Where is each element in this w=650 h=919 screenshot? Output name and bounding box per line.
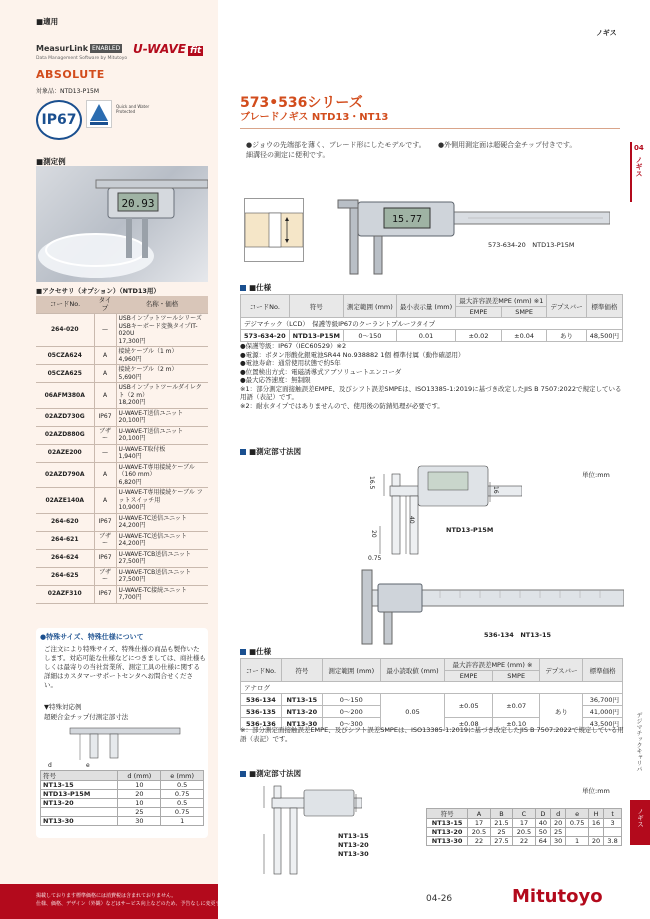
spec1-depth: あり (547, 330, 586, 342)
spec2-code-2: 536-135 (241, 706, 282, 718)
spec2-code-3: 536-136 (241, 718, 282, 730)
accessory-row (36, 531, 208, 549)
side-label-digimatic: デジマチックキャリパ (635, 712, 642, 772)
accessories-title: ■アクセサリ（オプション）（NTD13用） (36, 287, 160, 295)
spec1-note: ●保護等級：IP67（IEC60529）※2 (240, 342, 347, 350)
dim2-row (427, 819, 622, 828)
spec1-group-row (241, 318, 623, 330)
dim1-diagram (362, 462, 522, 562)
accessory-name: U-WAVE-TC接続ユニット (118, 586, 187, 594)
dim2-header-cell: d (551, 809, 566, 819)
special-dim-cell (41, 808, 118, 817)
accessories-header-row (36, 296, 208, 314)
caliper-photo-analog (340, 566, 624, 646)
special-d-label: d (48, 762, 52, 769)
accessory-code: 264-624 (36, 549, 94, 567)
accessory-price: 24,200円 (118, 540, 146, 547)
spec1-h-sym: 符号 (289, 295, 343, 318)
special-dim-cell: NT13-15 (41, 781, 118, 790)
accessory-code: 05CZA624 (36, 347, 94, 365)
accessory-name: USBインプットツールシリーズ USBキーボード変換タイプIT-020U (118, 315, 202, 337)
dim2-cell: 20.5 (468, 828, 491, 837)
measurlink-logo: MeasurLink ENABLED (36, 44, 121, 53)
dim2-cell: 25 (490, 828, 513, 837)
spec1-code: 573-634-20 (241, 330, 290, 342)
accessory-code: 02AZD730G (36, 408, 94, 426)
accessory-price: 17,300円 (118, 337, 146, 345)
special-dim-h-e: e (mm) (161, 771, 204, 781)
accessory-type: — (94, 314, 116, 347)
accessory-type: IP67 (94, 585, 116, 603)
accessory-name: 接続ケーブル（2 m） (118, 366, 178, 373)
accessory-name-price (116, 365, 208, 383)
accessory-name: U-WAVE-TCB送信ユニット (118, 550, 192, 558)
dim1-label-d: 20 (370, 530, 377, 538)
accessory-name-price (116, 426, 208, 444)
spec2-h-sym: 符号 (281, 659, 322, 682)
spec2-res: 0.05 (380, 694, 445, 730)
accessory-name: U-WAVE-T送信ユニット (118, 409, 184, 417)
mitutoyo-logo: Mitutoyo (512, 886, 603, 907)
special-text: ご注文により特殊サイズ、特殊仕様の商品も製作いたします。対応可能な仕様などにつきましては、商社様もしくは最寄りの当社営業所、測定工具の仕様に関する詳細はカスタマーサポートセンタへお問合せください。 (44, 645, 206, 689)
accessory-type: A (94, 383, 116, 409)
dim2-header-cell: H (588, 809, 603, 819)
special-dim-cell: 0.75 (161, 790, 204, 799)
accessory-price: 20,100円 (118, 417, 146, 424)
dim2-cell: 17 (468, 819, 491, 828)
dim2-cell: 20 (588, 837, 603, 846)
dim2-cell: 22 (468, 837, 491, 846)
spec2-row-1 (241, 694, 623, 706)
spec1-h-code: コードNo. (241, 295, 290, 318)
accessory-row (36, 408, 208, 426)
special-title: ●特殊サイズ、特殊仕様について (40, 633, 144, 641)
spec1-note: ●電池寿命：通常使用状態で約5年 (240, 359, 341, 367)
uwave-logo: U-WAVE fit (133, 42, 202, 56)
special-dim-row (41, 808, 204, 817)
acc-header-code: コードNo. (36, 296, 94, 314)
accessory-code: 02AZD880G (36, 426, 94, 444)
accessory-price: 6,820円 (118, 478, 142, 486)
tuv-certificate-icon (86, 100, 112, 128)
spec1-data-row (241, 330, 623, 342)
special-dim-cell: NT13-20 (41, 799, 118, 808)
dim2-row (427, 828, 622, 837)
dim2-header-cell: t (604, 809, 622, 819)
spec1-h-res: 最小表示量 (mm) (396, 295, 455, 318)
spec2-range-2: 0〜200 (322, 706, 380, 718)
spec2-sym-2: NT13-20 (281, 706, 322, 718)
accessory-code: 264-620 (36, 513, 94, 531)
accessory-price: 10,900円 (118, 504, 146, 511)
accessory-name-price (116, 531, 208, 549)
dim2-cell: 3 (604, 819, 622, 828)
side-tab-label: ノギス (635, 156, 643, 177)
dim2-model-2: NT13-20 (338, 841, 369, 849)
footer-note1: 掲載しております標準価格には消費税は含まれておりません。 (36, 893, 177, 899)
spec2-price-2: 41,000円 (583, 706, 623, 718)
spec2-range-1: 0〜150 (322, 694, 380, 706)
accessory-row (36, 314, 208, 347)
spec2-h-price: 標準価格 (583, 659, 623, 682)
dim2-cell: 20 (551, 819, 566, 828)
spec2-h-range: 測定範囲 (mm) (322, 659, 380, 682)
dim2-cell: 1 (566, 837, 589, 846)
special-dim-cell: 20 (118, 790, 161, 799)
special-dim-cell: 1 (161, 817, 204, 826)
accessory-name-price (116, 462, 208, 488)
dim2-header-cell: D (535, 809, 550, 819)
special-dim-row (41, 781, 204, 790)
dim2-models (338, 832, 369, 859)
dim2-header-cell: C (513, 809, 536, 819)
spec1-range: 0〜150 (343, 330, 396, 342)
dim2-cell: 50 (535, 828, 550, 837)
accessory-type: A (94, 365, 116, 383)
spec1-note: ※1：部分測定面接触誤差EMPE、及びシフト誤差SMPEは、ISO13385-1:2019に基づき改定したJIS B 7507:2022で規定している用語（表記）です。 (240, 384, 622, 401)
acc-header-name: 名称・価格 (116, 296, 208, 314)
accessory-name: USBインプットツールダイレクト（2 m） (118, 384, 202, 399)
accessory-type: ブザー (94, 426, 116, 444)
accessory-price: 4,960円 (118, 355, 142, 363)
special-dim-h-d: d (mm) (118, 771, 161, 781)
special-dim-cell: 0.75 (161, 808, 204, 817)
accessory-row (36, 347, 208, 365)
category-label: ノギス (596, 29, 617, 37)
spec1-title: ■仕様 (240, 282, 271, 293)
dim2-cell: 40 (535, 819, 550, 828)
dim1-label-b: 40 (408, 516, 415, 524)
accessory-row (36, 426, 208, 444)
dim1-label-c: 16 (492, 486, 499, 494)
accessory-name: U-WAVE-TCB送信ユニット (118, 568, 192, 576)
accessory-name-price (116, 488, 208, 514)
dim2-header-cell: A (468, 809, 491, 819)
accessory-code: 05CZA625 (36, 365, 94, 383)
dim2-header-row (427, 809, 622, 819)
accessory-price: 18,200円 (118, 399, 146, 406)
dim2-cell (588, 828, 603, 837)
dim1-unit: 単位:mm (582, 471, 610, 479)
special-dim-cell: NTD13-P15M (41, 790, 118, 799)
spec2-group: アナログ (241, 682, 623, 694)
accessory-price: 5,690円 (118, 373, 142, 381)
dim2-table (426, 808, 622, 846)
accessory-type: IP67 (94, 408, 116, 426)
accessory-code: 02AZD790A (36, 462, 94, 488)
accessory-type: A (94, 347, 116, 365)
absolute-logo: ABSOLUTE (36, 68, 105, 81)
dim2-header-cell: e (566, 809, 589, 819)
accessory-name-price (116, 444, 208, 462)
dim1-label-a: 16.5 (368, 476, 375, 490)
spec1-h-empe: EMPE (456, 307, 502, 318)
spec1-price: 48,500円 (586, 330, 622, 342)
special-dim-h-sym: 符号 (41, 771, 118, 781)
dim2-cell: 20.5 (513, 828, 536, 837)
dim2-cell: NT13-15 (427, 819, 468, 828)
accessory-name: U-WAVE-T送信ユニット (118, 427, 184, 435)
caliper-photo-digital (318, 196, 610, 278)
special-dim-cell: 0.5 (161, 799, 204, 808)
accessory-code: 02AZF310 (36, 585, 94, 603)
footer-note2: 仕様、価格、デザイン（外観）などはサービス向上などのため、予告なしに変更することがあります。ご了承ください。 (36, 901, 306, 907)
accessory-name: U-WAVE-T専用接続ケーブル（160 mm） (118, 463, 195, 478)
dim2-model-1: NT13-15 (338, 832, 369, 840)
accessory-name: U-WAVE-TC送信ユニット (118, 532, 187, 540)
side-tab-bar (630, 142, 632, 202)
spec1-header-row (241, 295, 623, 307)
accessory-name-price (116, 585, 208, 603)
accessory-type: A (94, 488, 116, 514)
spec2-h-mpe: 最大許容誤差MPE (mm) ※ (445, 659, 540, 671)
dim1-label-e: 0.75 (368, 555, 382, 562)
special-diagram (60, 724, 200, 764)
dim1-square-icon (240, 449, 246, 455)
dim2-cell: NT13-20 (427, 828, 468, 837)
accessory-name-price (116, 408, 208, 426)
accessory-code: 264-625 (36, 567, 94, 585)
tuv-text: Quick and Water Protected (116, 104, 150, 114)
series-title: 573•536シリーズ (240, 95, 363, 111)
spec2-header-row (241, 659, 623, 671)
page-number: 04-26 (426, 894, 453, 904)
accessory-type: IP67 (94, 549, 116, 567)
measure-example-label: ■測定例 (36, 157, 66, 166)
spec2-smpe-a: ±0.07 (492, 694, 540, 718)
spec1-h-mpe: 最大許容誤差MPE (mm) ※1 (456, 295, 547, 307)
accessory-code: 02AZE200 (36, 444, 94, 462)
special-dim-header (41, 771, 204, 781)
spec2-sym-1: NT13-15 (281, 694, 322, 706)
subtitle: ブレードノギス NTD13・NT13 (240, 112, 389, 123)
spec2-depth: あり (540, 694, 583, 730)
dim2-cell (604, 828, 622, 837)
spec1-h-depth: デプスバー (547, 295, 586, 318)
photo1-caption: 573-634-20 NTD13-P15M (488, 241, 575, 249)
spec1-note: ●位置検出方式：電磁誘導式アブソリュートエンコーダ (240, 367, 402, 376)
special-sub2: 超硬合金チップ付測定部寸法 (44, 713, 129, 721)
accessory-row (36, 488, 208, 514)
dim2-cell: 30 (551, 837, 566, 846)
accessory-row (36, 549, 208, 567)
spec2-price-1: 36,700円 (583, 694, 623, 706)
dim2-cell: 64 (535, 837, 550, 846)
dim2-header-cell: B (490, 809, 513, 819)
spec2-h-empe: EMPE (445, 671, 493, 682)
spec1-sym: NTD13-P15M (289, 330, 343, 342)
accessory-row (36, 585, 208, 603)
accessory-name-price (116, 347, 208, 365)
dim2-cell: 0.75 (566, 819, 589, 828)
target-label: 対象品：NTD13-P15M (36, 88, 100, 95)
spec2-title: ■仕様 (240, 646, 271, 657)
accessories-table (36, 296, 208, 604)
special-dim-row (41, 790, 204, 799)
accessory-type: — (94, 444, 116, 462)
spec2-code-1: 536-134 (241, 694, 282, 706)
accessory-type: ブザー (94, 567, 116, 585)
accessory-price: 20,100円 (118, 435, 146, 442)
accessory-code: 264-020 (36, 314, 94, 347)
spec1-note: ●電源：ボタン形酸化銀電池SR44 No.938882 1個 標準付属（動作確認用） (240, 350, 465, 359)
spec2-empe-a: ±0.05 (445, 694, 493, 718)
accessory-type: IP67 (94, 513, 116, 531)
accessory-price: 27,500円 (118, 558, 146, 565)
dim2-cell: 16 (588, 819, 603, 828)
svg-text:20.93: 20.93 (121, 197, 155, 210)
dim2-unit: 単位:mm (582, 787, 610, 795)
accessory-name: U-WAVE-TC送信ユニット (118, 514, 187, 522)
applicable-label: ■適用 (36, 17, 59, 26)
lcd-display-value: 15.77 (391, 214, 423, 225)
dim2-header-cell: 符号 (427, 809, 468, 819)
accessory-price: 27,500円 (118, 576, 146, 583)
measurement-example-photo (36, 166, 208, 282)
dim2-cell: 25 (551, 828, 566, 837)
special-dim-cell: 25 (118, 808, 161, 817)
dim2-row (427, 837, 622, 846)
accessory-name: U-WAVE-T取付板 (118, 445, 166, 453)
spec1-h-range: 測定範囲 (mm) (343, 295, 396, 318)
accessory-price: 1,940円 (118, 453, 142, 460)
special-dim-cell: NT13-30 (41, 817, 118, 826)
spec2-note: ※：部分測定面接触誤差EMPE、及びシフト誤差SMPEは、ISO13385-1:2019に基づき改定したJIS B 7507:2022で規定している用語（表記）です。 (240, 726, 624, 743)
spec2-h-res: 最小読取値 (mm) (380, 659, 445, 682)
accessory-name-price (116, 567, 208, 585)
accessory-name-price (116, 383, 208, 409)
photo2-caption: 536-134 NT13-15 (484, 631, 551, 639)
spec2-h-code: コードNo. (241, 659, 282, 682)
spec1-smpe: ±0.04 (501, 330, 547, 342)
spec2-square-icon (240, 649, 246, 655)
dim2-cell: 22 (513, 837, 536, 846)
dim1-title: ■測定部寸法図 (240, 446, 301, 457)
special-dim-cell: 10 (118, 781, 161, 790)
accessory-name: 接続ケーブル（1 m） (118, 348, 178, 355)
spec1-note: ●最大応答速度：無制限 (240, 376, 311, 384)
spec2-smpe-b: ±0.10 (492, 718, 540, 730)
side-tab-number: 04 (634, 144, 644, 152)
side-label-caliper: ノギス (636, 808, 644, 828)
spec1-note: ※2：耐水タイプではありませんので、使用後の防錆処理が必要です。 (240, 401, 444, 410)
special-dim-cell: 0.5 (161, 781, 204, 790)
accessory-row (36, 444, 208, 462)
special-dim-cell: 30 (118, 817, 161, 826)
dim1-caption: NTD13-P15M (446, 526, 494, 534)
spec2-sym-3: NT13-30 (281, 718, 322, 730)
special-dim-cell: 10 (118, 799, 161, 808)
spec2-h-depth: デプスバー (540, 659, 583, 682)
spec2-empe-b: ±0.08 (445, 718, 493, 730)
groove-diagram (244, 198, 304, 262)
accessory-price: 24,200円 (118, 522, 146, 529)
spec1-square-icon (240, 285, 246, 291)
accessory-name-price (116, 513, 208, 531)
accessory-type: A (94, 462, 116, 488)
dim2-model-3: NT13-30 (338, 850, 369, 858)
dim2-square-icon (240, 771, 246, 777)
spec1-group: デジマチック（LCD） 保護等級IP67のクーラントプルーフタイプ (241, 318, 623, 330)
accessory-row (36, 365, 208, 383)
ip67-badge: IP67 (36, 100, 82, 140)
special-sub: ▼特殊対応例 (44, 703, 82, 711)
accessory-row (36, 513, 208, 531)
acc-header-type: タイプ (94, 296, 116, 314)
spec1-h-smpe: SMPE (501, 307, 547, 318)
special-dim-table (40, 770, 204, 826)
accessory-row (36, 567, 208, 585)
accessory-name-price (116, 314, 208, 347)
accessory-code: 02AZE140A (36, 488, 94, 514)
feature-1: ●ジョウの先端部を薄く、ブレード形にしたモデルです。細溝径の測定に便利です。 (246, 141, 426, 159)
spec1-notes (240, 342, 625, 410)
accessory-row (36, 383, 208, 409)
accessory-type: ブザー (94, 531, 116, 549)
dim2-cell: 3.8 (604, 837, 622, 846)
spec1-h-price: 標準価格 (586, 295, 622, 318)
spec2-table (240, 658, 623, 730)
accessory-code: 264-621 (36, 531, 94, 549)
spec1-table (240, 294, 623, 342)
accessory-row (36, 462, 208, 488)
spec1-res: 0.01 (396, 330, 455, 342)
dim2-cell: 21.5 (490, 819, 513, 828)
spec2-h-smpe: SMPE (492, 671, 540, 682)
spec2-group-row (241, 682, 623, 694)
accessory-name: U-WAVE-T専用接続ケーブル フットスイッチ用 (118, 489, 203, 504)
special-e-label: e (86, 762, 90, 769)
spec2-range-3: 0〜300 (322, 718, 380, 730)
dim2-cell: NT13-30 (427, 837, 468, 846)
measurlink-sub: Data Management Software by Mitutoyo (36, 56, 128, 61)
dim2-cell: 17 (513, 819, 536, 828)
accessory-code: 06AFM380A (36, 383, 94, 409)
accessory-price: 7,700円 (118, 594, 142, 601)
spec2-price-3: 43,500円 (583, 718, 623, 730)
feature-2: ●外側用測定面は超硬合金チップ付きです。 (438, 141, 577, 149)
title-rule (240, 128, 620, 129)
dim2-title: ■測定部寸法図 (240, 768, 301, 779)
accessory-name-price (116, 549, 208, 567)
spec1-empe: ±0.02 (456, 330, 502, 342)
special-dim-row (41, 799, 204, 808)
dim2-cell: 27.5 (490, 837, 513, 846)
special-dim-row (41, 817, 204, 826)
dim2-cell (566, 828, 589, 837)
